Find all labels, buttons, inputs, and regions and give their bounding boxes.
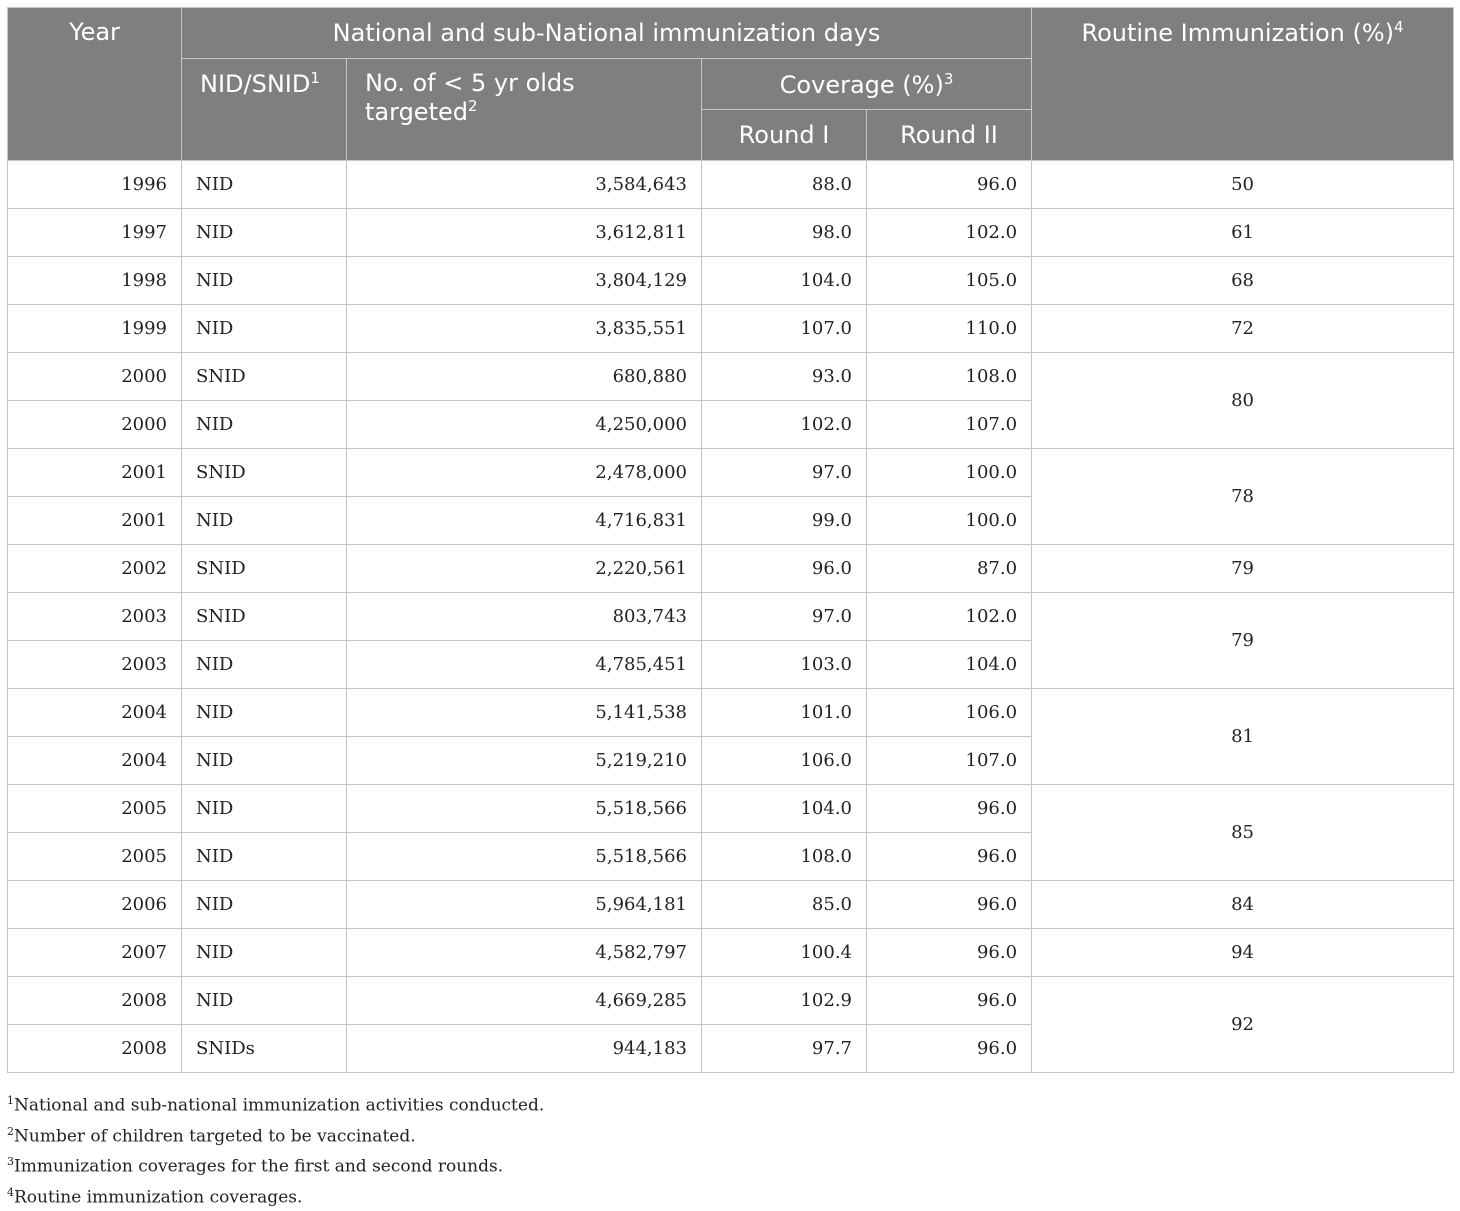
routine-cell: 61 [1032, 209, 1454, 257]
footnote: $^1$National and sub-national immunization activities conducted. [7, 1094, 545, 1116]
table-row [8, 353, 1454, 401]
type-cell: NID [182, 785, 347, 833]
round1-cell: 103.0 [702, 641, 867, 689]
year-cell: 1998 [8, 257, 182, 305]
type-cell: NID [182, 689, 347, 737]
routine-cell: 85 [1032, 785, 1454, 881]
targeted-cell: 5,518,566 [347, 833, 702, 881]
targeted-cell: 5,141,538 [347, 689, 702, 737]
year-header: Year [8, 8, 182, 161]
year-cell: 1996 [8, 161, 182, 209]
type-cell: SNID [182, 353, 347, 401]
targeted-cell: 2,220,561 [347, 545, 702, 593]
round1-cell: 100.4 [702, 929, 867, 977]
routine-cell: 78 [1032, 449, 1454, 545]
group-header: National and sub-National immunization days [182, 8, 1032, 59]
year-cell: 2002 [8, 545, 182, 593]
round1-cell: 98.0 [702, 209, 867, 257]
year-cell: 2007 [8, 929, 182, 977]
type-cell: NID [182, 929, 347, 977]
table-row [8, 785, 1454, 833]
year-cell: 2000 [8, 401, 182, 449]
table-row [8, 161, 1454, 209]
round1-cell: 102.0 [702, 401, 867, 449]
round1-cell: 97.7 [702, 1025, 867, 1073]
round1-cell: 104.0 [702, 785, 867, 833]
routine-cell: 92 [1032, 977, 1454, 1073]
targeted-cell: 5,518,566 [347, 785, 702, 833]
round1-cell: 97.0 [702, 593, 867, 641]
footnote: $^2$Number of children targeted to be vaccinated. [7, 1124, 416, 1147]
round2-cell: 104.0 [867, 641, 1032, 689]
round2-cell: 108.0 [867, 353, 1032, 401]
type-cell: NID [182, 401, 347, 449]
nid-snid-header: NID/SNID$^1$ [182, 59, 347, 161]
year-cell: 1997 [8, 209, 182, 257]
round1-cell: 96.0 [702, 545, 867, 593]
year-cell: 2003 [8, 593, 182, 641]
targeted-cell: 4,669,285 [347, 977, 702, 1025]
type-cell: NID [182, 833, 347, 881]
type-cell: NID [182, 737, 347, 785]
type-cell: NID [182, 881, 347, 929]
type-cell: NID [182, 161, 347, 209]
year-cell: 2004 [8, 689, 182, 737]
table-row [8, 929, 1454, 977]
routine-cell: 79 [1032, 593, 1454, 689]
round2-cell: 105.0 [867, 257, 1032, 305]
year-cell: 2008 [8, 977, 182, 1025]
round2-cell: 100.0 [867, 497, 1032, 545]
round2-cell: 87.0 [867, 545, 1032, 593]
routine-cell: 94 [1032, 929, 1454, 977]
targeted-cell: 3,835,551 [347, 305, 702, 353]
routine-cell: 79 [1032, 545, 1454, 593]
round1-header: Round I [702, 110, 867, 161]
coverage-header: Coverage (%)$^3$ [702, 59, 1032, 110]
targeted-cell: 3,584,643 [347, 161, 702, 209]
table-row [8, 593, 1454, 641]
round2-cell: 96.0 [867, 161, 1032, 209]
footnote: $^4$Routine immunization coverages. [7, 1185, 303, 1208]
table-body [8, 161, 1454, 1073]
round1-cell: 106.0 [702, 737, 867, 785]
round1-cell: 88.0 [702, 161, 867, 209]
type-cell: NID [182, 257, 347, 305]
round2-cell: 102.0 [867, 209, 1032, 257]
targeted-cell: 3,612,811 [347, 209, 702, 257]
table-row [8, 449, 1454, 497]
immunization-table [7, 7, 1454, 1073]
routine-cell: 72 [1032, 305, 1454, 353]
round2-cell: 96.0 [867, 1025, 1032, 1073]
round1-cell: 85.0 [702, 881, 867, 929]
year-cell: 2001 [8, 497, 182, 545]
targeted-cell: 4,785,451 [347, 641, 702, 689]
round2-cell: 110.0 [867, 305, 1032, 353]
round2-cell: 96.0 [867, 929, 1032, 977]
round2-cell: 96.0 [867, 785, 1032, 833]
routine-cell: 50 [1032, 161, 1454, 209]
year-cell: 1999 [8, 305, 182, 353]
targeted-cell: 944,183 [347, 1025, 702, 1073]
round1-cell: 104.0 [702, 257, 867, 305]
table-row [8, 881, 1454, 929]
footnotes [7, 1088, 544, 1211]
type-cell: NID [182, 641, 347, 689]
footnote: $^3$Immunization coverages for the first and second rounds. [7, 1155, 504, 1177]
table-header [8, 8, 1454, 161]
targeted-cell: 5,964,181 [347, 881, 702, 929]
round2-cell: 107.0 [867, 401, 1032, 449]
round1-cell: 108.0 [702, 833, 867, 881]
round2-cell: 107.0 [867, 737, 1032, 785]
round2-cell: 96.0 [867, 833, 1032, 881]
type-cell: SNID [182, 449, 347, 497]
targeted-cell: 5,219,210 [347, 737, 702, 785]
routine-header: Routine Immunization (%)$^4$ [1032, 8, 1454, 161]
round1-cell: 97.0 [702, 449, 867, 497]
round1-cell: 102.9 [702, 977, 867, 1025]
year-cell: 2005 [8, 785, 182, 833]
targeted-cell: 4,582,797 [347, 929, 702, 977]
targeted-header: No. of < 5 yr olds targeted$^2$ [347, 59, 702, 161]
targeted-cell: 4,716,831 [347, 497, 702, 545]
targeted-cell: 4,250,000 [347, 401, 702, 449]
targeted-cell: 2,478,000 [347, 449, 702, 497]
targeted-cell: 680,880 [347, 353, 702, 401]
year-cell: 2000 [8, 353, 182, 401]
type-cell: NID [182, 497, 347, 545]
type-cell: SNID [182, 545, 347, 593]
type-cell: SNIDs [182, 1025, 347, 1073]
type-cell: SNID [182, 593, 347, 641]
round2-cell: 96.0 [867, 977, 1032, 1025]
year-cell: 2005 [8, 833, 182, 881]
year-cell: 2004 [8, 737, 182, 785]
year-cell: 2003 [8, 641, 182, 689]
targeted-cell: 3,804,129 [347, 257, 702, 305]
round2-cell: 106.0 [867, 689, 1032, 737]
round1-cell: 101.0 [702, 689, 867, 737]
routine-cell: 81 [1032, 689, 1454, 785]
round2-header: Round II [867, 110, 1032, 161]
round2-cell: 100.0 [867, 449, 1032, 497]
year-cell: 2006 [8, 881, 182, 929]
table-row [8, 209, 1454, 257]
type-cell: NID [182, 209, 347, 257]
routine-cell: 68 [1032, 257, 1454, 305]
type-cell: NID [182, 305, 347, 353]
table-row [8, 545, 1454, 593]
table-row [8, 305, 1454, 353]
year-cell: 2001 [8, 449, 182, 497]
table-row [8, 977, 1454, 1025]
table-row [8, 257, 1454, 305]
round1-cell: 99.0 [702, 497, 867, 545]
targeted-cell: 803,743 [347, 593, 702, 641]
round1-cell: 107.0 [702, 305, 867, 353]
routine-cell: 80 [1032, 353, 1454, 449]
round1-cell: 93.0 [702, 353, 867, 401]
round2-cell: 102.0 [867, 593, 1032, 641]
year-cell: 2008 [8, 1025, 182, 1073]
type-cell: NID [182, 977, 347, 1025]
routine-cell: 84 [1032, 881, 1454, 929]
round2-cell: 96.0 [867, 881, 1032, 929]
table-row [8, 689, 1454, 737]
